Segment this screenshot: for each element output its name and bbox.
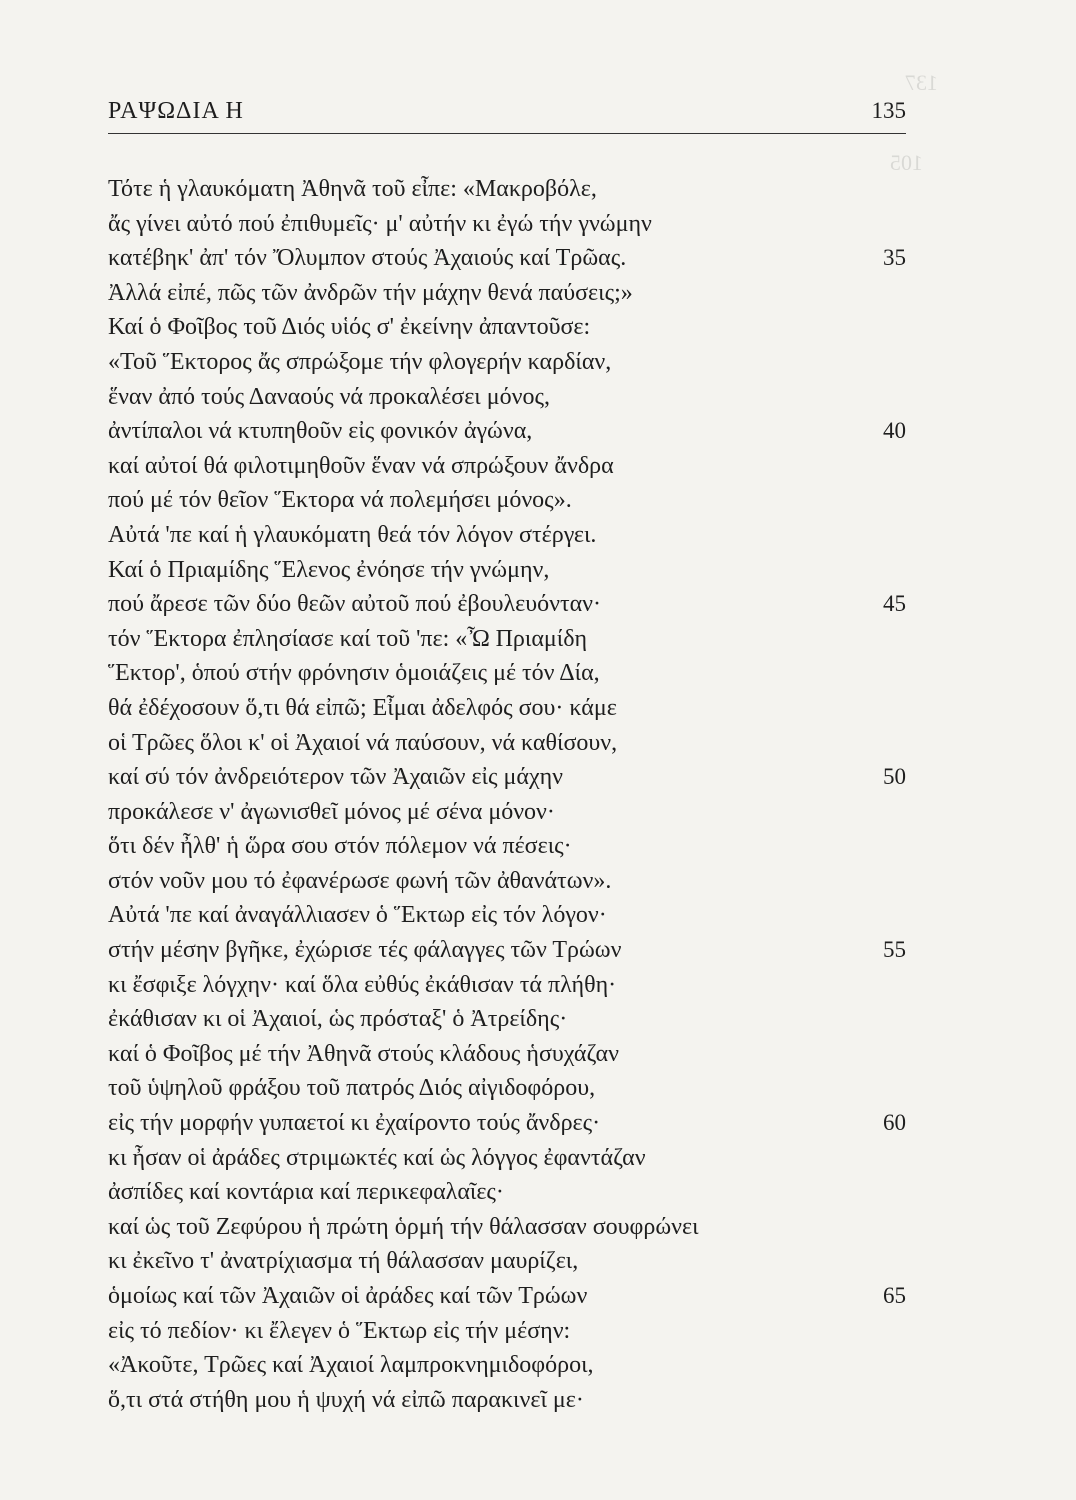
verse-text: ἀντίπαλοι νά κτυπηθοῦν εἰς φονικόν ἀγώνα, xyxy=(108,418,533,445)
verse-line xyxy=(108,414,906,449)
verse-line xyxy=(108,1106,906,1141)
verse-text: οἱ Τρῶες ὅλοι κ' οἱ Ἀχαιοί νά παύσουν, νά καθίσουν, xyxy=(108,729,618,756)
verse-line xyxy=(108,553,906,588)
verse-line xyxy=(108,760,906,795)
verse-line xyxy=(108,1037,906,1072)
verse-text: καί σύ τόν ἀνδρειότερον τῶν Ἀχαιῶν εἰς μάχην xyxy=(108,764,563,791)
verse-line xyxy=(108,1141,906,1176)
verse-text: στόν νοῦν μου τό ἐφανέρωσε φωνή τῶν ἀθανάτων». xyxy=(108,867,612,894)
verse-text: κατέβηκ' ἀπ' τόν Ὄλυμπον στούς Ἀχαιούς καί Τρῶας. xyxy=(108,245,627,272)
verse-text: Ἕκτορ', ὁπού στήν φρόνησιν ὁμοιάζεις μέ τόν Δία, xyxy=(108,660,600,687)
line-number: 35 xyxy=(883,245,906,271)
verse-line xyxy=(108,726,906,761)
verse-line xyxy=(108,691,906,726)
verse-text: «Τοῦ Ἕκτορος ἄς σπρώξομε τήν φλογερήν καρδίαν, xyxy=(108,348,612,375)
verse-line xyxy=(108,518,906,553)
header-rule xyxy=(108,133,906,134)
verse-line xyxy=(108,172,906,207)
verse-text: κι ἐκεῖνο τ' ἀνατρίχιασμα τή θάλασσαν μαυρίζει, xyxy=(108,1248,579,1275)
verse-text: ὅτι δέν ἦλθ' ἡ ὥρα σου στόν πόλεμον νά πέσεις· xyxy=(108,833,572,860)
verse-text: Ἀλλά εἰπέ, πῶς τῶν ἀνδρῶν τήν μάχην θενά παύσεις;» xyxy=(108,279,633,306)
verse-line xyxy=(108,483,906,518)
verse-text: καί ὁ Φοῖβος μέ τήν Ἀθηνᾶ στούς κλάδους ἡσυχάζαν xyxy=(108,1040,619,1067)
verse-text: Αὐτά 'πε καί ἀναγάλλιασεν ὁ Ἕκτωρ εἰς τόν λόγον· xyxy=(108,902,607,929)
line-number: 60 xyxy=(883,1110,906,1136)
running-title: ΡΑΨΩΔΙΑ Η xyxy=(108,98,244,124)
verse-text: θά ἐδέχοσουν ὅ,τι θά εἰπῶ; Εἶμαι ἀδελφός σου· κάμε xyxy=(108,694,617,721)
verse-text: Τότε ἡ γλαυκόματη Ἀθηνᾶ τοῦ εἶπε: «Μακροβόλε, xyxy=(108,176,597,202)
verse-text: τοῦ ὑψηλοῦ φράξου τοῦ πατρός Διός αἰγιδοφόρου, xyxy=(108,1075,596,1102)
verse-line xyxy=(108,276,906,311)
verse-line xyxy=(108,207,906,242)
line-number: 65 xyxy=(883,1283,906,1308)
verse-line xyxy=(108,864,906,899)
verse-text: εἰς τό πεδίον· κι ἔλεγεν ὁ Ἕκτωρ εἰς τήν μέσην: xyxy=(108,1317,571,1344)
verse-line xyxy=(108,587,906,622)
verse-text: στήν μέσην βγῆκε, ἐχώρισε τές φάλαγγες τῶν Τρώων xyxy=(108,937,622,964)
verse-line xyxy=(108,829,906,864)
verse-text: καί αὐτοί θά φιλοτιμηθοῦν ἕναν νά σπρώξουν ἄνδρα xyxy=(108,452,614,479)
verse-text: κι ἦσαν οἱ ἀράδες στριμωκτές καί ὡς λόγγος ἐφαντάζαν xyxy=(108,1144,646,1171)
verse-text: «Ἀκοῦτε, Τρῶες καί Ἀχαιοί λαμπροκνημιδοφόροι, xyxy=(108,1352,594,1379)
verse-line xyxy=(108,1175,906,1210)
verse-line xyxy=(108,656,906,691)
verse-line xyxy=(108,968,906,1003)
verse-line xyxy=(108,380,906,415)
verse-text: προκάλεσε ν' ἀγωνισθεῖ μόνος μέ σένα μόνον· xyxy=(108,798,555,825)
verse-text: ὁμοίως καί τῶν Ἀχαιῶν οἱ ἀράδες καί τῶν Τρώων xyxy=(108,1283,588,1309)
verse-text: ἀσπίδες καί κοντάρια καί περικεφαλαῖες· xyxy=(108,1179,504,1206)
page-number: 135 xyxy=(871,98,906,123)
verse-line xyxy=(108,345,906,380)
verse-line xyxy=(108,1244,906,1279)
verse-line xyxy=(108,1279,906,1314)
verse-text: πού ἄρεσε τῶν δύο θεῶν αὐτοῦ πού ἐβουλευόνταν· xyxy=(108,591,602,618)
verse-text: Καί ὁ Πριαμίδης Ἕλενος ἐνόησε τήν γνώμην, xyxy=(108,556,550,583)
verse-line xyxy=(108,1071,906,1106)
verse-line xyxy=(108,622,906,657)
verse-line xyxy=(108,1348,906,1383)
verse-line xyxy=(108,241,906,276)
verse-text: εἰς τήν μορφήν γυπαετοί κι ἐχαίροντο τούς ἄνδρες· xyxy=(108,1110,601,1137)
verse-line xyxy=(108,449,906,484)
verse-text: ἄς γίνει αὐτό πού ἐπιθυμεῖς· μ' αὐτήν κι ἐγώ τήν γνώμην xyxy=(108,210,652,237)
verse-line xyxy=(108,898,906,933)
verse-line xyxy=(108,1002,906,1037)
verse-text: ἐκάθισαν κι οἱ Ἀχαιοί, ὡς πρόσταξ' ὁ Ἀτρείδης· xyxy=(108,1006,568,1033)
verse-line xyxy=(108,795,906,830)
verse-text: τόν Ἕκτορα ἐπλησίασε καί τοῦ 'πε: «Ὦ Πριαμίδη xyxy=(108,625,588,652)
verse-text: Αὐτά 'πε καί ἡ γλαυκόματη θεά τόν λόγον στέργει. xyxy=(108,521,597,548)
verse-line xyxy=(108,310,906,345)
verse-line xyxy=(108,1314,906,1349)
verse-text: κι ἔσφιξε λόγχην· καί ὅλα εὐθύς ἐκάθισαν τά πλήθη· xyxy=(108,971,617,998)
verse-line xyxy=(108,933,906,968)
line-number: 55 xyxy=(883,937,906,963)
verse-text: ὅ,τι στά στήθη μου ἡ ψυχή νά εἰπῶ παρακινεῖ με· xyxy=(108,1386,584,1413)
verse-block xyxy=(108,172,906,1417)
line-number: 40 xyxy=(883,418,906,444)
bleed-through-line-number: 105 xyxy=(890,150,923,175)
verse-text: πού μέ τόν θεῖον Ἕκτορα νά πολεμήσει μόνος». xyxy=(108,487,572,514)
verse-text: καί ὡς τοῦ Ζεφύρου ἡ πρώτη ὁρμή τήν θάλασσαν σουφρώνει xyxy=(108,1213,699,1240)
line-number: 45 xyxy=(883,591,906,617)
verse-line xyxy=(108,1383,906,1418)
verse-line xyxy=(108,1210,906,1245)
verse-text: ἕναν ἀπό τούς Δαναούς νά προκαλέσει μόνος, xyxy=(108,383,550,410)
running-head xyxy=(108,98,906,132)
line-number: 50 xyxy=(883,764,906,790)
bleed-through-page-number: 137 xyxy=(905,70,938,95)
verse-text: Καί ὁ Φοῖβος τοῦ Διός υἱός σ' ἐκείνην ἀπαντοῦσε: xyxy=(108,314,591,341)
